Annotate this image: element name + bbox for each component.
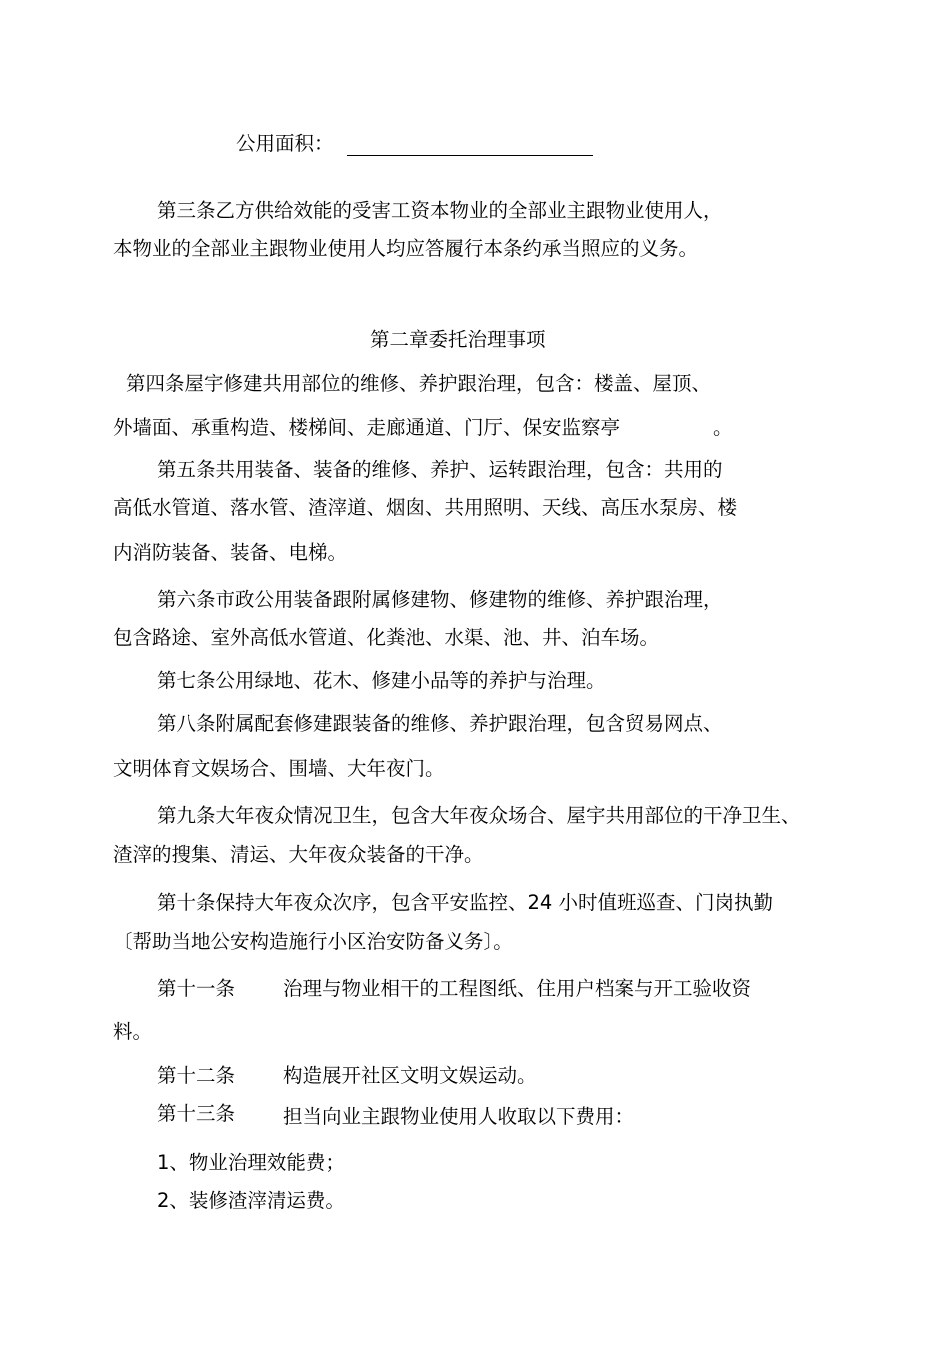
- article3-line2: 本物业的全部业主跟物业使用人均应答履行本条约承当照应的义务。: [113, 237, 699, 260]
- article8-line2: 文明体育文娱场合、围墙、大年夜门。: [113, 757, 445, 780]
- article12-label: 第十二条: [157, 1064, 236, 1087]
- article9-line1: 第九条大年夜众情况卫生，包含大年夜众场合、屋宇共用部位的干净卫生、: [157, 804, 801, 827]
- article7-line1: 第七条公用绿地、花木、修建小品等的养护与治理。: [157, 669, 606, 692]
- article5-line3: 内消防装备、装备、电梯。: [113, 541, 348, 564]
- article3-line1: 第三条乙方供给效能的受害工资本物业的全部业主跟物业使用人，: [157, 199, 723, 222]
- article10-line1: 第十条保持大年夜众次序，包含平安监控、24 小时值班巡查、门岗执勤: [157, 891, 774, 914]
- article4-period: 。: [713, 416, 733, 439]
- article12-text: 构造展开社区文明文娱运动。: [283, 1064, 537, 1087]
- list-item: 1、物业治理效能费；: [157, 1151, 345, 1174]
- article13-label: 第十三条: [157, 1102, 236, 1125]
- article11-line2: 料。: [113, 1020, 153, 1043]
- area-label: 公用面积：: [236, 132, 334, 155]
- article6-line2: 包含路途、室外高低水管道、化粪池、水渠、池、井、泊车场。: [113, 626, 660, 649]
- area-blank-line: [347, 155, 593, 156]
- article5-line2: 高低水管道、落水管、渣滓道、烟囱、共用照明、天线、高压水泵房、楼: [113, 496, 738, 519]
- list-item: 2、装修渣滓清运费。: [157, 1189, 345, 1212]
- article4-line2: 外墙面、承重构造、楼梯间、走廊通道、门厅、保安监察亭: [113, 416, 621, 439]
- article11-line1: 治理与物业相干的工程图纸、住用户档案与开工验收资: [283, 977, 752, 1000]
- article4-line1: 第四条屋宇修建共用部位的维修、养护跟治理，包含：楼盖、屋顶、: [126, 372, 712, 395]
- article6-line1: 第六条市政公用装备跟附属修建物、修建物的维修、养护跟治理，: [157, 588, 723, 611]
- article11-label: 第十一条: [157, 977, 236, 1000]
- article5-line1: 第五条共用装备、装备的维修、养护、运转跟治理，包含：共用的: [157, 458, 723, 481]
- article9-line2: 渣滓的搜集、清运、大年夜众装备的干净。: [113, 843, 484, 866]
- article8-line1: 第八条附属配套修建跟装备的维修、养护跟治理，包含贸易网点、: [157, 712, 723, 735]
- chapter2-title: 第二章委托治理事项: [370, 328, 546, 351]
- article10-line2: 〔帮助当地公安构造施行小区治安防备义务〕。: [113, 930, 513, 953]
- article13-text: 担当向业主跟物业使用人收取以下费用：: [283, 1105, 635, 1128]
